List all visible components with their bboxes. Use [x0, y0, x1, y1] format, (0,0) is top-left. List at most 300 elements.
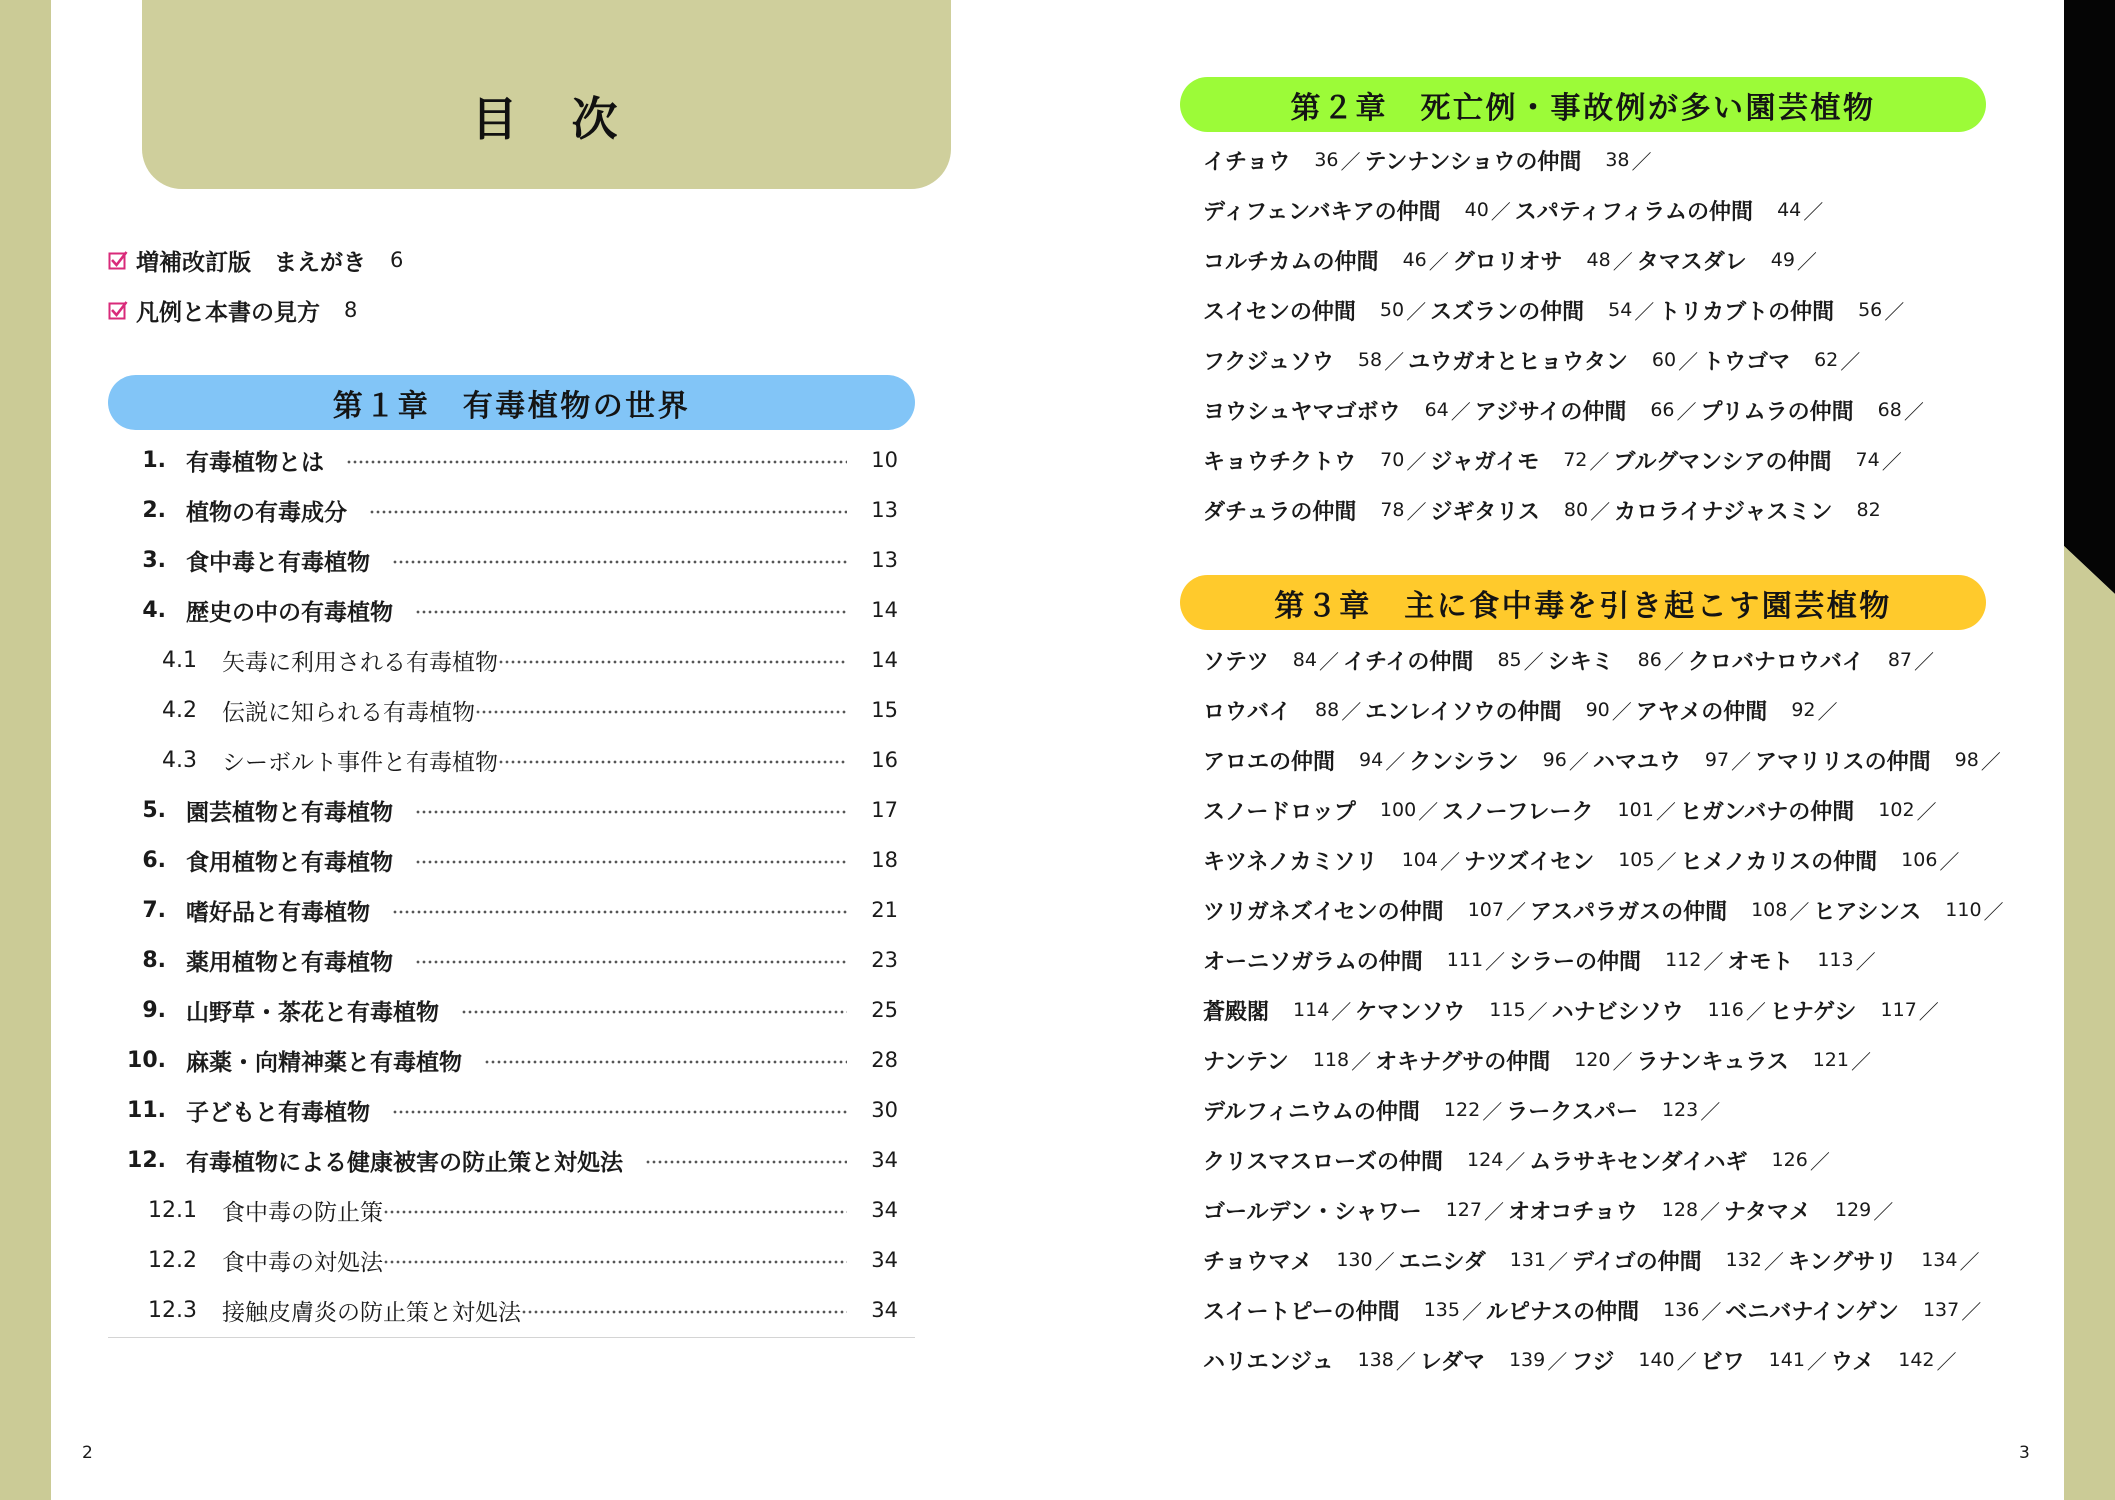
dot-leader [415, 859, 847, 865]
plant-page-number: 117 [1880, 999, 1917, 1021]
plant-name: オキナグサの仲間 [1375, 1049, 1551, 1075]
plant-page-number: 82 [1856, 499, 1881, 521]
plant-name: 蒼殿閣 [1203, 999, 1270, 1025]
toc-entry-page: 15 [871, 698, 898, 722]
plant-entry [1788, 1245, 1984, 1276]
plant-name: キョウチクトウ [1203, 449, 1357, 475]
entry-separator: ／ [1590, 499, 1611, 524]
entry-separator: ／ [1840, 349, 1861, 374]
dot-leader [498, 659, 847, 665]
plant-name: スズランの仲間 [1430, 299, 1585, 325]
toc-entry [108, 1085, 898, 1135]
toc-entry [108, 1035, 898, 1085]
plant-entry [1203, 195, 1515, 226]
plant-page-number: 120 [1574, 1049, 1611, 1071]
entry-separator: ／ [1485, 949, 1506, 974]
entry-separator: ／ [1612, 1049, 1633, 1074]
dot-leader [392, 559, 847, 565]
dot-leader [484, 1059, 847, 1065]
plant-page-number: 124 [1467, 1149, 1504, 1171]
plant-entry [1203, 995, 1355, 1026]
plant-name: テンナンショウの仲間 [1364, 149, 1582, 175]
plant-entry [1203, 1345, 1420, 1376]
plant-entry [1343, 645, 1548, 676]
entry-separator: ／ [1959, 1249, 1980, 1274]
plant-entry [1203, 1195, 1508, 1226]
toc-entry-page: 34 [871, 1198, 898, 1222]
plant-page-number: 115 [1489, 999, 1526, 1021]
plant-page-number: 44 [1777, 199, 1802, 221]
toc-entry-page: 14 [871, 648, 898, 672]
plant-name: ケマンソウ [1355, 999, 1466, 1025]
entry-separator: ／ [1796, 249, 1817, 274]
plant-entry [1430, 445, 1613, 476]
plant-list-line [1203, 1335, 2053, 1385]
entry-separator: ／ [1548, 1249, 1568, 1274]
plant-name: ブルグマンシアの仲間 [1613, 449, 1832, 475]
plant-name: スパティフィラムの仲間 [1514, 199, 1754, 225]
plant-entry [1755, 745, 2005, 776]
entry-separator: ／ [1418, 799, 1439, 824]
toc-entry-number: 4.1 [162, 647, 197, 673]
dot-leader [498, 759, 847, 765]
plant-page-number: 60 [1651, 349, 1677, 371]
plant-list-line [1203, 785, 2053, 835]
plant-page-number: 141 [1768, 1349, 1805, 1371]
plant-name: デルフィニウムの仲間 [1203, 1099, 1420, 1125]
entry-separator: ／ [1612, 249, 1633, 274]
plant-page-number: 54 [1608, 299, 1633, 321]
plant-entry [1203, 345, 1408, 376]
divider [108, 1337, 915, 1338]
toc-entry-number: 4.3 [162, 747, 197, 773]
entry-separator: ／ [1374, 1249, 1395, 1274]
entry-separator: ／ [1340, 149, 1361, 174]
plant-page-number: 122 [1443, 1099, 1481, 1121]
toc-subentry [108, 685, 898, 735]
plant-name: スイートピーの仲間 [1203, 1299, 1400, 1325]
plant-name: アマリリスの仲間 [1755, 749, 1931, 775]
plant-name: アヤメの仲間 [1635, 699, 1768, 725]
plant-name: オモト [1727, 949, 1794, 975]
plant-page-number: 134 [1921, 1249, 1958, 1271]
entry-separator: ／ [1873, 1199, 1894, 1224]
plant-entry [1701, 1345, 1831, 1376]
toc-entry-title: 食中毒の防止策 [222, 1199, 383, 1226]
toc-entry-number: 8. [142, 947, 166, 973]
plant-entry [1203, 1145, 1529, 1176]
plant-name: ウメ [1830, 1349, 1875, 1375]
entry-separator: ／ [1395, 1349, 1416, 1374]
toc-entry [108, 835, 898, 885]
plant-entry [1613, 445, 1905, 476]
edge-olive-block [2064, 546, 2115, 1500]
plant-entry [1506, 1095, 1724, 1126]
toc-entry-page: 30 [871, 1098, 898, 1122]
dot-leader [392, 909, 847, 915]
entry-separator: ／ [1655, 799, 1676, 824]
toc-entry-title: 植物の有毒成分 [186, 499, 347, 526]
plant-name: アスパラガスの仲間 [1529, 899, 1728, 925]
dot-leader [369, 509, 847, 515]
plant-entry [1530, 895, 1813, 926]
plant-page-number: 105 [1618, 849, 1655, 871]
entry-separator: ／ [1817, 699, 1838, 724]
entry-separator: ／ [1406, 299, 1427, 324]
plant-entry [1529, 1145, 1834, 1176]
front-item-page: 6 [390, 248, 404, 272]
plant-entry [1515, 195, 1827, 226]
toc-entry-title: 嗜好品と有毒植物 [186, 899, 370, 926]
entry-separator: ／ [1961, 1299, 1982, 1324]
plant-name: カロライナジャスミン [1614, 499, 1833, 525]
plant-page-number: 46 [1402, 249, 1427, 271]
toc-entry-number: 12. [127, 1147, 166, 1173]
toc-entry-number: 4. [142, 597, 166, 623]
plant-page-number: 98 [1954, 749, 1979, 771]
plant-page-number: 70 [1380, 449, 1405, 471]
entry-separator: ／ [1450, 399, 1471, 424]
toc-entry-title: 薬用植物と有毒植物 [186, 949, 393, 976]
plant-list-line [1203, 485, 2053, 535]
plant-list-line [1203, 1035, 2053, 1085]
plant-page-number: 78 [1380, 499, 1405, 521]
plant-page-number: 80 [1563, 499, 1589, 521]
entry-separator: ／ [1916, 799, 1937, 824]
plant-page-number: 40 [1464, 199, 1489, 221]
plant-entry [1203, 395, 1475, 426]
toc-entry [108, 435, 898, 485]
toc-entry [108, 485, 898, 535]
plant-list-line [1203, 435, 2053, 485]
toc-entry-number: 12.1 [148, 1197, 197, 1223]
plant-entry [1203, 645, 1343, 676]
toc-entry [108, 985, 898, 1035]
toc-entry-title: 食用植物と有毒植物 [186, 849, 393, 876]
toc-entry-page: 23 [871, 948, 898, 972]
plant-entry [1442, 795, 1680, 826]
plant-name: デイゴの仲間 [1572, 1249, 1702, 1275]
plant-page-number: 49 [1770, 249, 1795, 271]
chapter-1-title: 第１章 有毒植物の世界 [332, 388, 691, 424]
plant-page-number: 56 [1858, 299, 1883, 321]
plant-name: チョウマメ [1203, 1249, 1313, 1275]
toc-entry-title: 接触皮膚炎の防止策と対処法 [222, 1299, 521, 1326]
plant-page-number: 64 [1424, 399, 1449, 421]
toc-entry [108, 1135, 898, 1185]
plant-name: コルチカムの仲間 [1203, 249, 1379, 275]
entry-separator: ／ [1406, 499, 1427, 524]
plant-page-number: 87 [1887, 649, 1913, 671]
plant-entry [1552, 995, 1770, 1026]
toc-entry-title: 麻薬・向精神薬と有毒植物 [186, 1049, 462, 1076]
dot-leader [383, 1259, 847, 1265]
plant-name: シラーの仲間 [1509, 949, 1642, 975]
plant-name: ベニバナインゲン [1725, 1299, 1899, 1325]
plant-page-number: 66 [1650, 399, 1675, 421]
entry-separator: ／ [1505, 899, 1526, 924]
toc-entry-number: 12.3 [148, 1297, 197, 1323]
plant-page-number: 137 [1922, 1299, 1960, 1321]
entry-separator: ／ [1918, 999, 1939, 1024]
plant-name: ユウガオとヒョウタン [1408, 349, 1628, 375]
entry-separator: ／ [1568, 749, 1589, 774]
plant-name: ディフェンバキアの仲間 [1203, 199, 1441, 225]
plant-page-number: 128 [1661, 1199, 1699, 1221]
plant-page-number: 111 [1446, 949, 1484, 971]
plant-page-number: 84 [1292, 649, 1317, 671]
toc-subentry [108, 1185, 898, 1235]
plant-name: ヒガンバナの仲間 [1679, 799, 1855, 825]
plant-entry [1486, 1295, 1725, 1326]
toc-entry-page: 28 [871, 1048, 898, 1072]
plant-entry [1453, 245, 1637, 276]
plant-page-number: 97 [1704, 749, 1730, 771]
dot-leader [392, 1109, 847, 1115]
entry-separator: ／ [1983, 899, 2004, 924]
plant-name: タマスダレ [1636, 249, 1747, 275]
plant-entry [1203, 895, 1530, 926]
plant-list-line [1203, 935, 2053, 985]
plant-page-number: 101 [1617, 799, 1654, 821]
plant-list-line [1203, 635, 2053, 685]
plant-page-number: 88 [1315, 699, 1340, 721]
entry-separator: ／ [1331, 999, 1352, 1024]
page-number-left: 2 [82, 1443, 93, 1463]
chapter-2-title: 第２章 死亡例・事故例が多い園芸植物 [1290, 90, 1876, 126]
plant-entry [1365, 695, 1636, 726]
toc-subentry [108, 635, 898, 685]
entry-separator: ／ [1523, 649, 1544, 674]
plant-name: キングサリ [1787, 1249, 1898, 1275]
plant-name: グロリオサ [1452, 249, 1563, 275]
plant-list-line [1203, 235, 2053, 285]
toc-entry [108, 585, 898, 635]
plant-page-number: 118 [1312, 1049, 1350, 1071]
plant-entry [1727, 945, 1879, 976]
plant-name: ダチュラの仲間 [1203, 499, 1357, 525]
plant-name: シキミ [1547, 649, 1614, 675]
plant-entry [1724, 1195, 1897, 1226]
dot-leader [475, 709, 847, 715]
plant-page-number: 130 [1336, 1249, 1373, 1271]
plant-entry [1725, 1295, 1985, 1326]
plant-entry [1203, 495, 1431, 526]
plant-page-number: 112 [1665, 949, 1702, 971]
entry-separator: ／ [1676, 1349, 1697, 1374]
plant-entry [1431, 495, 1615, 526]
toc-entry-number: 2. [142, 497, 166, 523]
entry-separator: ／ [1731, 749, 1752, 774]
entry-separator: ／ [1589, 449, 1610, 474]
entry-separator: ／ [1903, 399, 1924, 424]
plant-entry [1680, 845, 1963, 876]
chapter-3-plant-list [1203, 635, 2053, 1385]
dot-leader [461, 1009, 847, 1015]
plant-page-number: 86 [1637, 649, 1662, 671]
plant-page-number: 116 [1707, 999, 1744, 1021]
plant-list-line [1203, 1185, 2053, 1235]
plant-page-number: 104 [1401, 849, 1438, 871]
entry-separator: ／ [1663, 649, 1684, 674]
plant-name: エニシダ [1398, 1249, 1486, 1275]
entry-separator: ／ [1527, 999, 1548, 1024]
plant-page-number: 136 [1663, 1299, 1700, 1321]
toc-entry-number: 6. [142, 847, 166, 873]
plant-entry [1475, 395, 1701, 426]
plant-list-line [1203, 385, 2053, 435]
entry-separator: ／ [1936, 1349, 1957, 1374]
plant-entry [1508, 1195, 1724, 1226]
plant-name: ナンテン [1203, 1049, 1289, 1075]
plant-entry [1430, 295, 1658, 326]
toc-entry-page: 34 [871, 1298, 898, 1322]
plant-page-number: 139 [1508, 1349, 1546, 1371]
right-page-edge-band [2064, 0, 2115, 1500]
front-item-label: 凡例と本書の見方 [136, 299, 320, 326]
plant-page-number: 92 [1791, 699, 1816, 721]
front-item-legend [108, 294, 357, 326]
plant-name: アジサイの仲間 [1474, 399, 1627, 425]
plant-name: クンシラン [1409, 749, 1519, 775]
toc-entry-number: 12.2 [148, 1247, 197, 1273]
plant-page-number: 142 [1898, 1349, 1935, 1371]
plant-entry [1572, 1245, 1788, 1276]
entry-separator: ／ [1884, 299, 1905, 324]
plant-entry [1365, 145, 1656, 176]
toc-entry-number: 7. [142, 897, 166, 923]
plant-name: ハナビシソウ [1551, 999, 1684, 1025]
plant-entry [1203, 695, 1365, 726]
plant-list-line [1203, 135, 2053, 185]
toc-entry [108, 785, 898, 835]
toc-entry-page: 21 [871, 898, 898, 922]
plant-entry [1688, 645, 1938, 676]
entry-separator: ／ [1634, 299, 1655, 324]
plant-name: クロバナロウバイ [1687, 649, 1864, 675]
toc-entry-page: 16 [871, 748, 898, 772]
dot-leader [645, 1159, 847, 1165]
entry-separator: ／ [1482, 1099, 1503, 1124]
plant-entry [1813, 895, 2007, 926]
left-page-edge-band [0, 0, 51, 1500]
dot-leader [346, 459, 847, 465]
plant-name: ヒメノカリスの仲間 [1680, 849, 1878, 875]
toc-subentry [108, 735, 898, 785]
entry-separator: ／ [1809, 1149, 1830, 1174]
dot-leader [521, 1309, 847, 1315]
plant-page-number: 74 [1855, 449, 1880, 471]
entry-separator: ／ [1611, 699, 1632, 724]
toc-entry-number: 4.2 [162, 697, 197, 723]
plant-page-number: 107 [1467, 899, 1504, 921]
plant-name: ラークスパー [1506, 1099, 1638, 1125]
plant-name: ジギタリス [1430, 499, 1540, 525]
plant-entry [1203, 445, 1430, 476]
entry-separator: ／ [1678, 349, 1699, 374]
toc-entry-title: 園芸植物と有毒植物 [186, 799, 393, 826]
plant-name: トウゴマ [1702, 349, 1791, 375]
entry-separator: ／ [1318, 649, 1339, 674]
plant-page-number: 108 [1751, 899, 1788, 921]
plant-entry [1509, 945, 1727, 976]
toc-entry-page: 17 [871, 798, 898, 822]
plant-entry [1203, 945, 1509, 976]
entry-separator: ／ [1384, 349, 1405, 374]
entry-separator: ／ [1803, 199, 1824, 224]
toc-entry-title: 有毒植物とは [186, 449, 324, 476]
chapter-3-banner [1180, 575, 1986, 630]
toc-entry-number: 5. [142, 797, 166, 823]
plant-list-line [1203, 1285, 2053, 1335]
plant-list-line [1203, 285, 2053, 335]
entry-separator: ／ [1439, 849, 1460, 874]
plant-entry [1831, 1345, 1961, 1376]
entry-separator: ／ [1385, 749, 1406, 774]
plant-page-number: 100 [1379, 799, 1417, 821]
plant-name: スノーフレーク [1442, 799, 1594, 825]
toc-subentry [108, 1235, 898, 1285]
plant-name: ビワ [1700, 1349, 1745, 1375]
plant-name: トリカブトの仲間 [1658, 299, 1835, 325]
plant-page-number: 138 [1357, 1349, 1394, 1371]
toc-entry-page: 10 [871, 448, 898, 472]
plant-list-line [1203, 185, 2053, 235]
plant-list-line [1203, 885, 2053, 935]
toc-entry-title: シーボルト事件と有毒植物 [222, 749, 498, 776]
toc-entry-page: 13 [871, 548, 898, 572]
plant-page-number: 50 [1379, 299, 1405, 321]
plant-name: フクジュソウ [1203, 349, 1334, 375]
plant-entry [1770, 995, 1943, 1026]
entry-separator: ／ [1914, 649, 1935, 674]
plant-entry [1203, 295, 1430, 326]
toc-entry [108, 535, 898, 585]
entry-separator: ／ [1789, 899, 1810, 924]
plant-page-number: 58 [1357, 349, 1383, 371]
plant-page-number: 131 [1509, 1249, 1546, 1271]
plant-name: スイセンの仲間 [1203, 299, 1356, 325]
toc-entry-title: 伝説に知られる有毒植物 [222, 699, 475, 726]
toc-entry-number: 11. [127, 1097, 166, 1123]
plant-name: ヒナゲシ [1769, 999, 1857, 1025]
plant-entry [1375, 1045, 1636, 1076]
plant-page-number: 110 [1945, 899, 1982, 921]
plant-name: ハマユウ [1592, 749, 1681, 775]
toc-entry-page: 14 [871, 598, 898, 622]
entry-separator: ／ [1490, 199, 1511, 224]
entry-separator: ／ [1505, 1149, 1526, 1174]
plant-entry [1203, 745, 1409, 776]
plant-entry [1593, 745, 1755, 776]
plant-entry [1658, 295, 1908, 326]
plant-entry [1203, 795, 1442, 826]
plant-entry [1203, 145, 1365, 176]
plant-page-number: 123 [1661, 1099, 1699, 1121]
plant-name: クリスマスローズの仲間 [1203, 1149, 1444, 1175]
plant-name: プリムラの仲間 [1700, 399, 1854, 425]
plant-name: ツリガネズイセンの仲間 [1203, 899, 1444, 925]
entry-separator: ／ [1483, 1199, 1504, 1224]
plant-entry [1203, 845, 1464, 876]
plant-page-number: 102 [1878, 799, 1915, 821]
plant-list-line [1203, 1135, 2053, 1185]
plant-name: エンレイソウの仲間 [1365, 699, 1562, 725]
entry-separator: ／ [1763, 1249, 1784, 1274]
plant-name: ルピナスの仲間 [1485, 1299, 1640, 1325]
plant-name: ラナンキュラス [1636, 1049, 1789, 1075]
plant-name: ゴールデン・シャワー [1203, 1199, 1422, 1225]
